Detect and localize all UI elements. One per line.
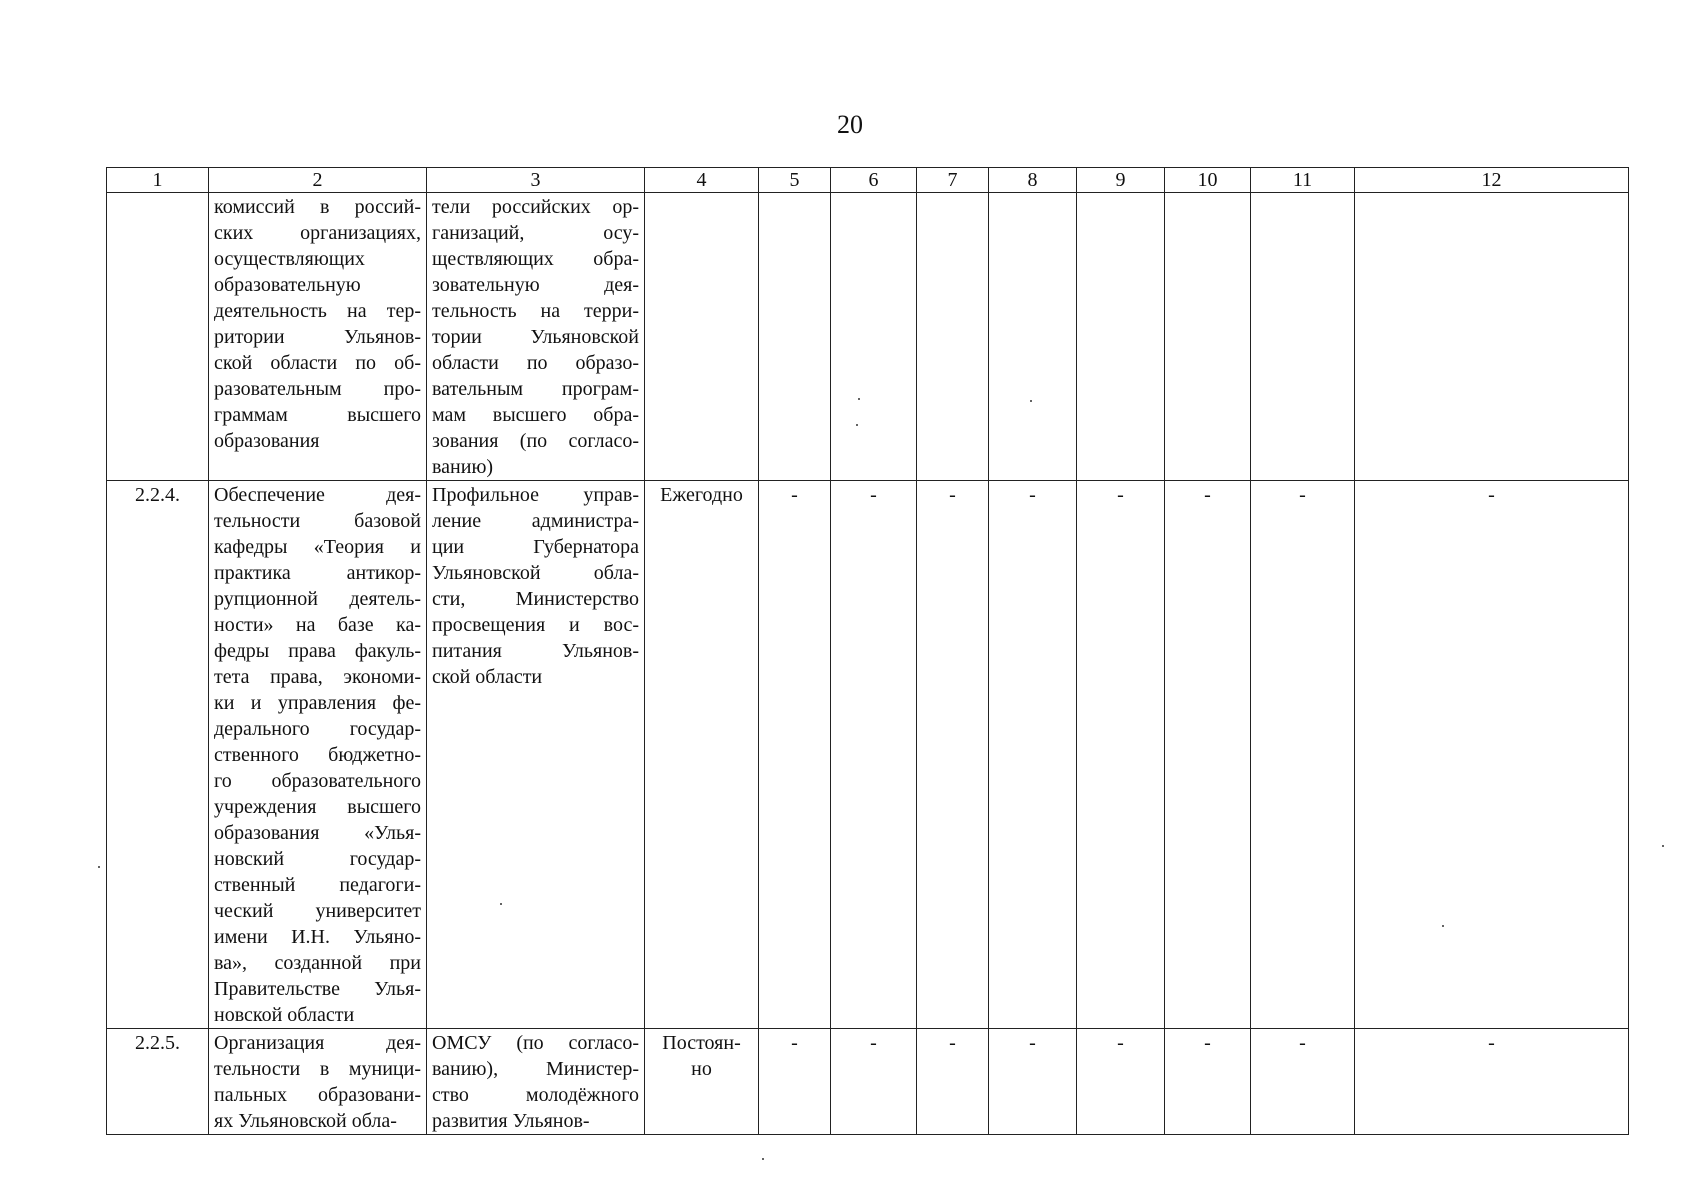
value-cell: - (989, 1029, 1077, 1135)
table-row (107, 193, 1629, 481)
text-line: тельности базовой (214, 510, 421, 532)
value-cell: - (917, 1029, 989, 1135)
value-cell (1077, 193, 1165, 481)
text-line: ских организациях, (214, 222, 421, 244)
value-cell: - (989, 481, 1077, 1029)
text-line: мам высшего обра- (432, 404, 639, 426)
text-line: тели российских ор- (432, 196, 639, 218)
text-line: тории Ульяновской (432, 326, 639, 348)
text-line: зования (по согласо- (432, 430, 639, 452)
text-line: новский государ- (214, 848, 421, 870)
column-header: 4 (645, 168, 759, 193)
text-line: развития Ульянов- (432, 1110, 590, 1132)
value-cell: - (831, 1029, 917, 1135)
value-cell: - (917, 481, 989, 1029)
term-text: Ежегодно (645, 481, 759, 1029)
text-line: ской области по об- (214, 352, 421, 374)
text-line: просвещения и вос- (432, 614, 639, 636)
text-line: образования «Улья- (214, 822, 421, 844)
text-line: ществляющих обра- (432, 248, 639, 270)
item-number: 2.2.5. (107, 1029, 209, 1135)
text-line: ственного бюджетно- (214, 744, 421, 766)
column-header: 3 (427, 168, 645, 193)
column-header: 1 (107, 168, 209, 193)
text-line: ванию) (432, 456, 494, 478)
value-cell (917, 193, 989, 481)
column-header: 5 (759, 168, 831, 193)
item-number (107, 193, 209, 481)
column-header: 9 (1077, 168, 1165, 193)
text-line: ской области (432, 666, 543, 688)
value-cell: - (1077, 1029, 1165, 1135)
value-cell (1165, 193, 1251, 481)
text-line: Обеспечение дея- (214, 484, 421, 506)
scan-speck (858, 398, 860, 400)
text-line: пальных образовани- (214, 1084, 421, 1106)
column-header: 12 (1355, 168, 1629, 193)
text-line: тельности в муници- (214, 1058, 421, 1080)
responsible-text (427, 481, 645, 1029)
column-header: 8 (989, 168, 1077, 193)
header-row (107, 168, 1629, 193)
column-header: 6 (831, 168, 917, 193)
text-line: ки и управления фе- (214, 692, 421, 714)
responsible-text (427, 193, 645, 481)
text-line: ление администра- (432, 510, 639, 532)
text-line: кафедры «Теория и (214, 536, 421, 558)
text-line: сти, Министерство (432, 588, 639, 610)
text-line: вательным програм- (432, 378, 639, 400)
responsible-text (427, 1029, 645, 1135)
measure-text (209, 193, 427, 481)
text-line: го образовательного (214, 770, 421, 792)
text-line: ство молодёжного (432, 1084, 639, 1106)
value-cell (759, 193, 831, 481)
text-line: зовательную дея- (432, 274, 639, 296)
text-line: питания Ульянов- (432, 640, 639, 662)
scan-speck (856, 424, 858, 426)
value-cell: - (759, 481, 831, 1029)
text-line: образования (214, 430, 320, 452)
table-row (107, 1029, 1629, 1135)
column-header: 11 (1251, 168, 1355, 193)
text-line: рупционной деятель- (214, 588, 421, 610)
text-line: осуществляющих (214, 248, 365, 270)
value-cell (1251, 193, 1355, 481)
scan-speck (500, 903, 502, 905)
value-cell: - (1077, 481, 1165, 1029)
text-line: федры права факуль- (214, 640, 421, 662)
text-line: новской области (214, 1004, 355, 1026)
term-text: Постоян- но (645, 1029, 759, 1135)
value-cell: - (1251, 481, 1355, 1029)
text-line: тельность на терри- (432, 300, 639, 322)
scan-speck (98, 866, 100, 868)
text-line: деятельность на тер- (214, 300, 421, 322)
value-cell: - (1165, 1029, 1251, 1135)
text-line: образовательную (214, 274, 361, 296)
text-line: Профильное управ- (432, 484, 639, 506)
text-line: Ульяновской обла- (432, 562, 639, 584)
text-line: разовательным про- (214, 378, 421, 400)
text-line: дерального государ- (214, 718, 421, 740)
value-cell: - (1355, 1029, 1629, 1135)
value-cell: - (831, 481, 917, 1029)
text-line: тета права, экономи- (214, 666, 421, 688)
value-cell (989, 193, 1077, 481)
term-text (645, 193, 759, 481)
scan-speck (762, 1158, 764, 1160)
page-number: 20 (837, 110, 863, 139)
text-line: ванию), Министер- (432, 1058, 639, 1080)
text-line: ственный педагоги- (214, 874, 421, 896)
text-line: граммам высшего (214, 404, 421, 426)
value-cell (1355, 193, 1629, 481)
text-line: Организация дея- (214, 1032, 421, 1054)
scan-speck (1030, 400, 1032, 402)
text-line: ческий университет (214, 900, 421, 922)
text-line: ности» на базе ка- (214, 614, 421, 636)
value-cell: - (1165, 481, 1251, 1029)
column-header: 7 (917, 168, 989, 193)
text-line: комиссий в россий- (214, 196, 421, 218)
scan-speck (1662, 845, 1664, 847)
plan-table (106, 167, 1629, 1135)
value-cell: - (1251, 1029, 1355, 1135)
column-header: 2 (209, 168, 427, 193)
scan-speck (1442, 925, 1444, 927)
value-cell (831, 193, 917, 481)
text-line: учреждения высшего (214, 796, 421, 818)
text-line: имени И.Н. Ульяно- (214, 926, 421, 948)
text-line: практика антикор- (214, 562, 421, 584)
item-number: 2.2.4. (107, 481, 209, 1029)
text-line: ганизаций, осу- (432, 222, 639, 244)
measure-text (209, 1029, 427, 1135)
text-line: ОМСУ (по согласо- (432, 1032, 639, 1054)
value-cell: - (1355, 481, 1629, 1029)
text-line: ва», созданной при (214, 952, 421, 974)
value-cell: - (759, 1029, 831, 1135)
column-header: 10 (1165, 168, 1251, 193)
text-line: Правительстве Улья- (214, 978, 421, 1000)
measure-text (209, 481, 427, 1029)
table-row (107, 481, 1629, 1029)
text-line: ритории Ульянов- (214, 326, 421, 348)
text-line: области по образо- (432, 352, 639, 374)
text-line: ях Ульяновской обла- (214, 1110, 397, 1132)
text-line: ции Губернатора (432, 536, 639, 558)
